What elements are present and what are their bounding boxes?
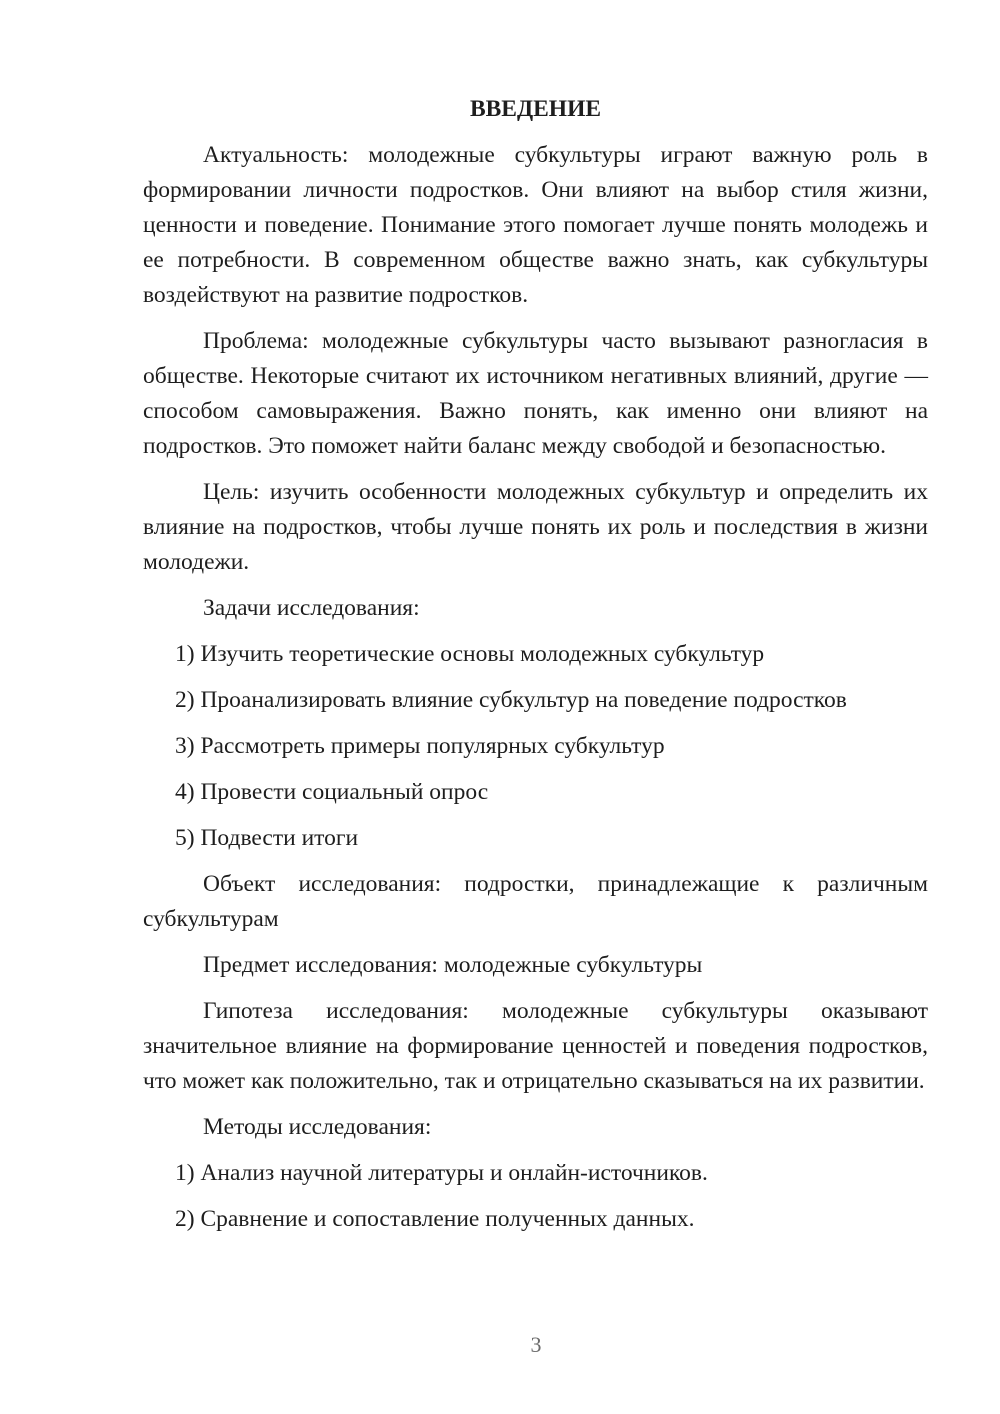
page-title: ВВЕДЕНИЕ bbox=[469, 96, 602, 122]
list-item bbox=[143, 729, 928, 764]
page-content bbox=[143, 92, 928, 1248]
page-number: 3 bbox=[530, 1332, 542, 1357]
paragraph-subject: Предмет исследования: молодежные субкультуры bbox=[203, 952, 703, 978]
list-item bbox=[143, 775, 928, 810]
list-item-number: 2) bbox=[175, 1206, 195, 1232]
list-item-number: 4) bbox=[175, 779, 195, 805]
list-item bbox=[143, 821, 928, 856]
list-item-text: Подвести итоги bbox=[200, 825, 359, 851]
list-item-text: Проанализировать влияние субкультур на поведение подростков bbox=[200, 687, 847, 713]
paragraph-methods-heading: Методы исследования: bbox=[203, 1114, 432, 1140]
list-item-text: Анализ научной литературы и онлайн-источников. bbox=[200, 1160, 708, 1186]
paragraph-object: Объект исследования: подростки, принадлежащие к различным субкультурам bbox=[143, 871, 928, 932]
list-item-text: Сравнение и сопоставление полученных данных. bbox=[200, 1206, 695, 1232]
list-item-text: Рассмотреть примеры популярных субкультур bbox=[200, 733, 665, 759]
list-item-number: 5) bbox=[175, 825, 195, 851]
list-item-number: 2) bbox=[175, 687, 195, 713]
list-item bbox=[143, 1156, 928, 1191]
paragraph-goal: Цель: изучить особенности молодежных субкультур и определить их влияние на подростков, чтобы лучше понять их роль и последствия в жизни молодежи. bbox=[143, 479, 928, 575]
paragraph-hypothesis: Гипотеза исследования: молодежные субкультуры оказывают значительное влияние на формирование ценностей и поведения подростков, что может как положительно, так и отрицательно сказываться на их развитии. bbox=[143, 998, 928, 1094]
list-item bbox=[143, 637, 928, 672]
paragraph-problem: Проблема: молодежные субкультуры часто вызывают разногласия в обществе. Некоторые считают их источником негативных влияний, другие — способом самовыражения. Важно понять, как именно они влияют на подростков. Это поможет найти баланс между свободой и безопасностью. bbox=[143, 328, 928, 459]
paragraph-tasks-heading: Задачи исследования: bbox=[203, 595, 420, 621]
list-item-text: Изучить теоретические основы молодежных субкультур bbox=[200, 641, 765, 667]
list-item-number: 3) bbox=[175, 733, 195, 759]
paragraph-relevance: Актуальность: молодежные субкультуры играют важную роль в формировании личности подростков. Они влияют на выбор стиля жизни, ценности и поведение. Понимание этого помогает лучше понять молодежь и ее потребности. В современном обществе важно знать, как субкультуры воздействуют на развитие подростков. bbox=[143, 142, 928, 308]
list-item bbox=[143, 683, 928, 718]
list-item-number: 1) bbox=[175, 641, 195, 667]
list-item-number: 1) bbox=[175, 1160, 195, 1186]
list-item-text: Провести социальный опрос bbox=[200, 779, 489, 805]
list-item bbox=[143, 1202, 928, 1237]
